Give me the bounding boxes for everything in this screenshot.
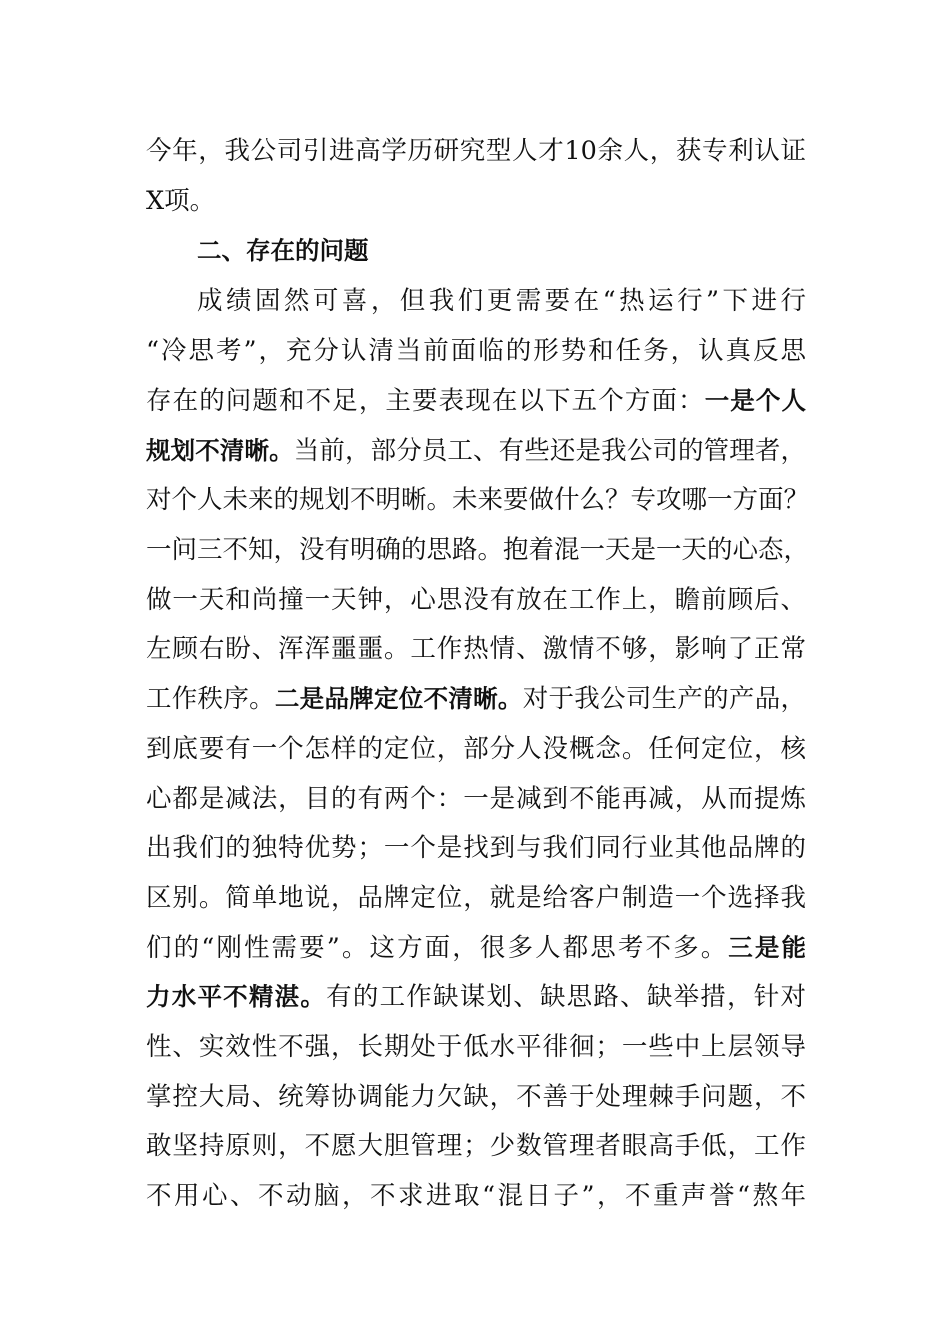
text-line-9: 做一天和尚撞一天钟，心思没有放在工作上，瞻前顾后、 [146, 585, 806, 615]
text-line-11: 工作秩序。二是品牌定位不清晰。对于我公司生产的产品， [146, 684, 806, 714]
bold-point-1-cont: 规划不清晰。 [146, 436, 294, 465]
text-line-4: “冷思考”，充分认清当前面临的形势和任务，认真反思 [146, 336, 806, 366]
text-line-2: X项。 [146, 186, 216, 216]
text-line-3: 成绩固然可喜，但我们更需要在“热运行”下进行 [197, 286, 806, 316]
text-line-7: 对个人未来的规划不明晰。未来要做什么？专攻哪一方面？ [146, 485, 810, 515]
bold-point-1: 一是个人 [704, 386, 806, 415]
text-line-16: 们的“刚性需要”。这方面，很多人都思考不多。三是能 [146, 933, 806, 963]
bold-point-3: 三是能 [728, 933, 806, 962]
bold-point-2: 二是品牌定位不清晰。 [274, 684, 523, 713]
text-line-10: 左顾右盼、浑浑噩噩。工作热情、激情不够，影响了正常 [146, 634, 806, 664]
text-line-20: 敢坚持原则，不愿大胆管理；少数管理者眼高手低，工作 [146, 1131, 806, 1161]
text-line-13: 心都是减法，目的有两个：一是减到不能再减，从而提炼 [146, 784, 806, 814]
text-line-15: 区别。简单地说，品牌定位，就是给客户制造一个选择我 [146, 883, 806, 913]
text-line-19: 掌控大局、统筹协调能力欠缺，不善于处理棘手问题，不 [146, 1082, 806, 1112]
text-line-6: 规划不清晰。当前，部分员工、有些还是我公司的管理者， [146, 436, 806, 466]
text-line-18: 性、实效性不强，长期处于低水平徘徊；一些中上层领导 [146, 1032, 806, 1062]
text-line-1: 今年，我公司引进高学历研究型人才10余人，获专利认证 [146, 136, 806, 166]
text-line-17: 力水平不精湛。有的工作缺谋划、缺思路、缺举措，针对 [146, 982, 806, 1012]
text-line-14: 出我们的独特优势；一个是找到与我们同行业其他品牌的 [146, 833, 806, 863]
bold-point-3-cont: 力水平不精湛。 [146, 982, 327, 1011]
text-line-8: 一问三不知，没有明确的思路。抱着混一天是一天的心态， [146, 535, 810, 565]
text-line-21: 不用心、不动脑，不求进取“混日子”，不重声誉“熬年 [146, 1181, 806, 1211]
text-line-5: 存在的问题和不足，主要表现在以下五个方面：一是个人 [146, 386, 806, 416]
section-heading: 二、存在的问题 [197, 236, 369, 265]
text-line-12: 到底要有一个怎样的定位，部分人没概念。任何定位，核 [146, 734, 806, 764]
